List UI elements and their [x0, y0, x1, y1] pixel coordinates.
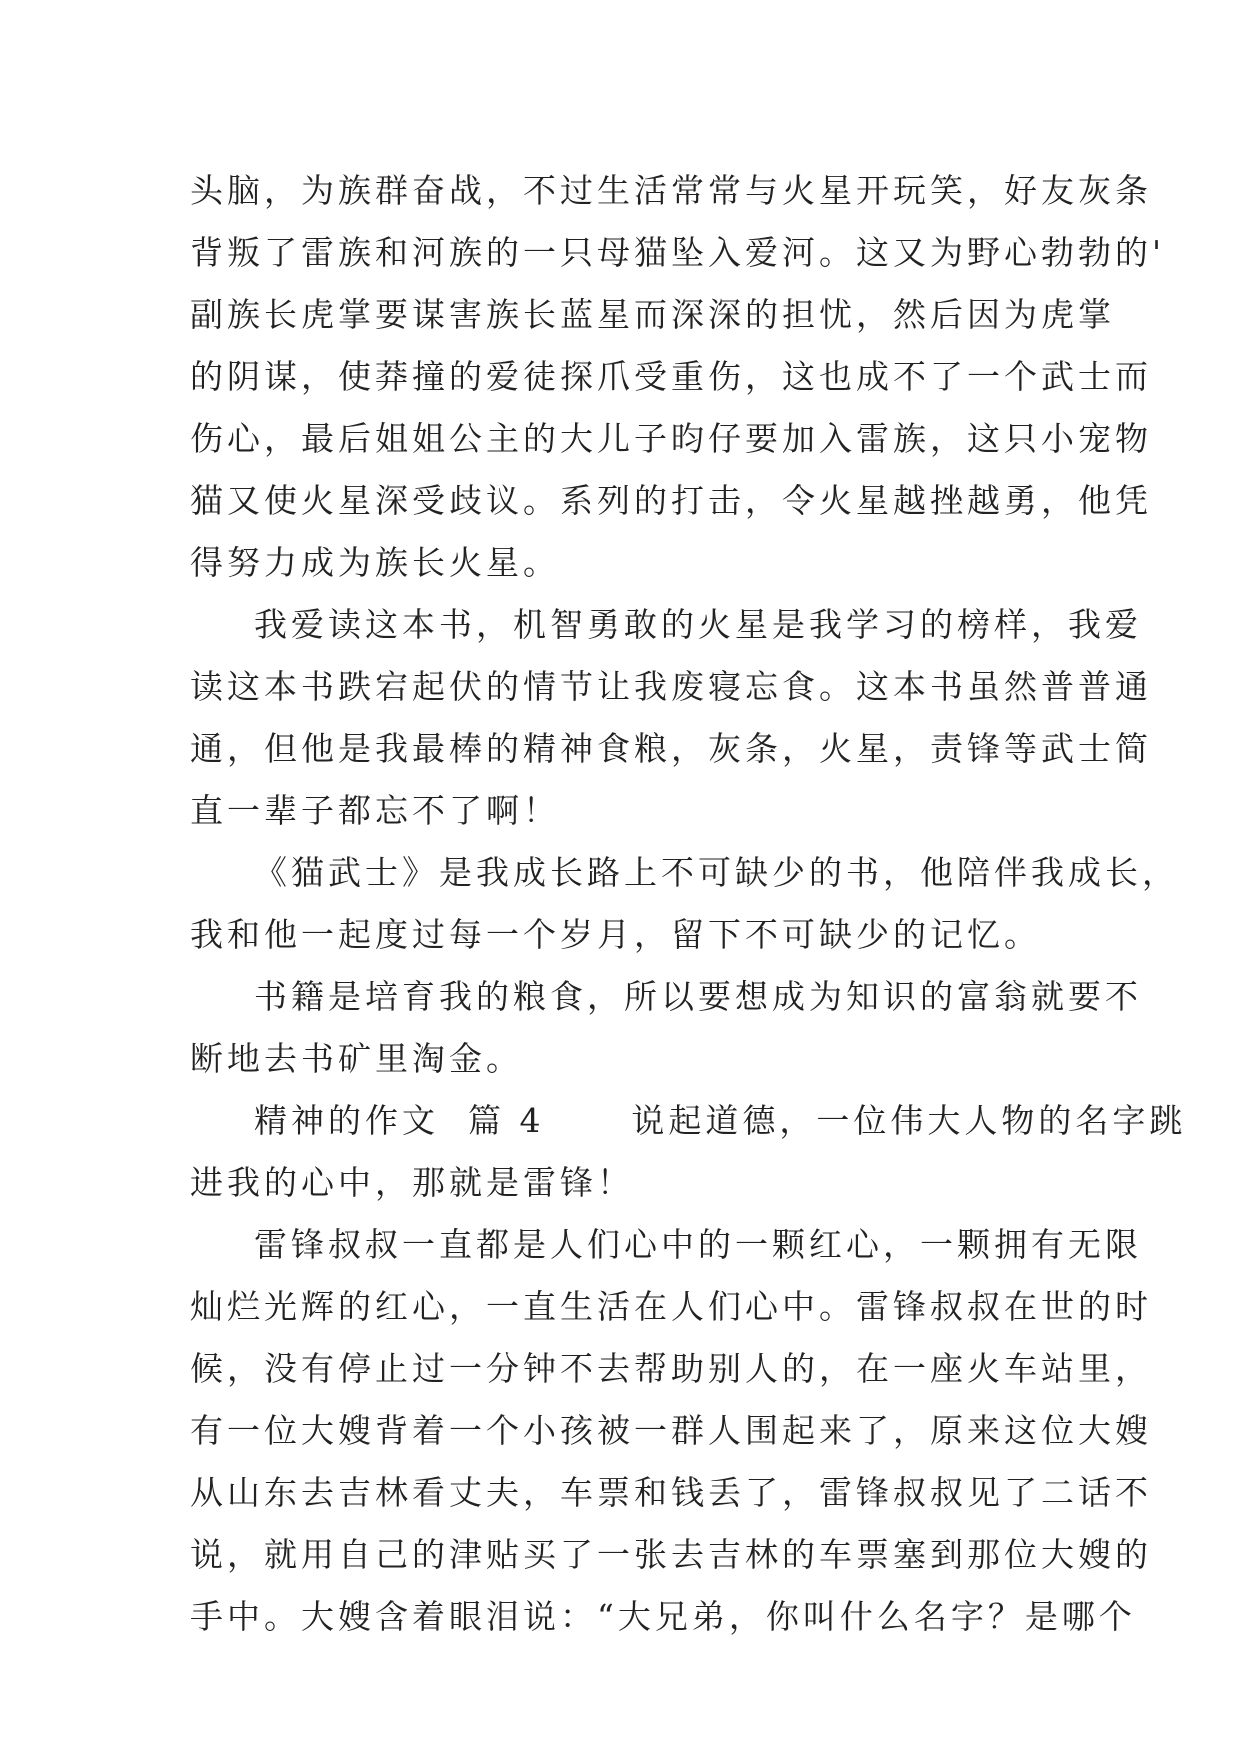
- text-line: 从山东去吉林看丈夫，车票和钱丢了，雷锋叔叔见了二话不: [190, 1473, 1152, 1512]
- text-line: 手中。大嫂含着眼泪说：“大兄弟，你叫什么名字？是哪个: [190, 1597, 1136, 1636]
- text-line: 背叛了雷族和河族的一只母猫坠入爱河。这又为野心勃勃的': [190, 233, 1166, 272]
- text-line: 候，没有停止过一分钟不去帮助别人的，在一座火车站里，: [190, 1349, 1152, 1388]
- body-text: [190, 160, 1187, 1648]
- text-line: 断地去书矿里淘金。: [190, 1039, 523, 1078]
- text-line: 我和他一起度过每一个岁月，留下不可缺少的记忆。: [190, 915, 1041, 954]
- text-line: 得努力成为族长火星。: [190, 543, 560, 582]
- paragraph-start-line: 《猫武士》是我成长路上不可缺少的书，他陪伴我成长，: [254, 853, 1179, 892]
- text-line: 伤心，最后姐姐公主的大儿子昀仔要加入雷族，这只小宠物: [190, 419, 1152, 458]
- text-line: 进我的心中，那就是雷锋！: [190, 1163, 634, 1202]
- text-line: 有一位大嫂背着一个小孩被一群人围起来了，原来这位大嫂: [190, 1411, 1152, 1450]
- section-heading-line: 精神的作文 篇 4 说起道德，一位伟大人物的名字跳: [254, 1101, 1187, 1140]
- paragraph-start-line: 我爱读这本书，机智勇敢的火星是我学习的榜样，我爱: [254, 605, 1142, 644]
- text-line: 猫又使火星深受歧议。系列的打击，令火星越挫越勇，他凭: [190, 481, 1152, 520]
- text-line: 的阴谋，使莽撞的爱徒探爪受重伤，这也成不了一个武士而: [190, 357, 1152, 396]
- text-line: 说，就用自己的津贴买了一张去吉林的车票塞到那位大嫂的: [190, 1535, 1152, 1574]
- paragraph-start-line: 雷锋叔叔一直都是人们心中的一颗红心，一颗拥有无限: [254, 1225, 1142, 1264]
- text-line: 副族长虎掌要谋害族长蓝星而深深的担忧，然后因为虎掌: [190, 295, 1115, 334]
- text-line: 直一辈子都忘不了啊！: [190, 791, 560, 830]
- text-line: 读这本书跌宕起伏的情节让我废寝忘食。这本书虽然普普通: [190, 667, 1152, 706]
- paragraph-start-line: 书籍是培育我的粮食，所以要想成为知识的富翁就要不: [254, 977, 1142, 1016]
- text-line: 通，但他是我最棒的精神食粮，灰条，火星，责锋等武士简: [190, 729, 1152, 768]
- text-line: 灿烂光辉的红心，一直生活在人们心中。雷锋叔叔在世的时: [190, 1287, 1152, 1326]
- text-line: 头脑，为族群奋战，不过生活常常与火星开玩笑，好友灰条: [190, 171, 1152, 210]
